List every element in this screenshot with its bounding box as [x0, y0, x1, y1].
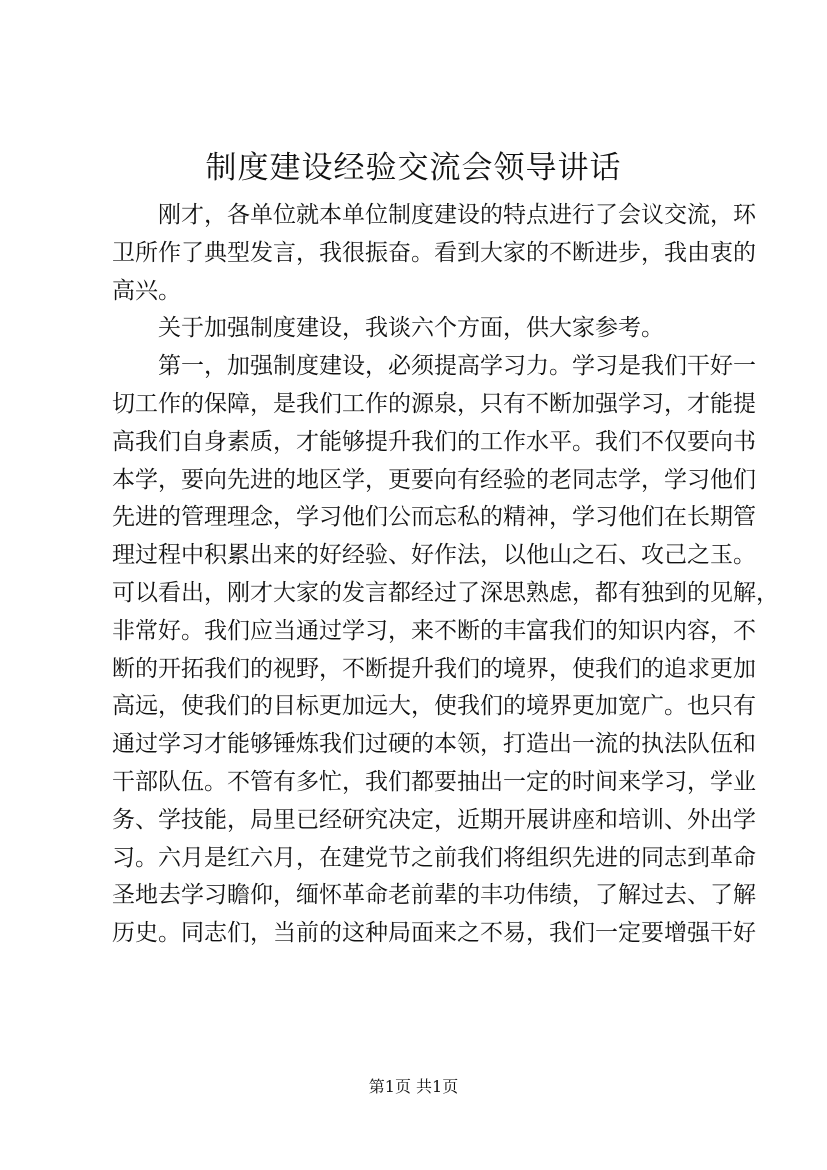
body-line: 习。六月是红六月，在建党节之前我们将组织先进的同志到革命 [112, 844, 756, 871]
body-line: 理过程中积累出来的好经验、好作法，以他山之石、攻己之玉。 [112, 542, 756, 569]
body-line: 可以看出，刚才大家的发言都经过了深思熟虑，都有独到的见解， [112, 579, 779, 606]
body-line: 务、学技能，局里已经研究决定，近期开展讲座和培训、外出学 [112, 806, 756, 833]
body-line: 圣地去学习瞻仰，缅怀革命老前辈的丰功伟绩，了解过去、了解 [112, 882, 756, 909]
body-line: 通过学习才能够锤炼我们过硬的本领，打造出一流的执法队伍和 [112, 731, 756, 758]
body-line: 干部队伍。不管有多忙，我们都要抽出一定的时间来学习，学业 [112, 768, 756, 795]
body-line: 刚才，各单位就本单位制度建设的特点进行了会议交流，环 [158, 202, 756, 228]
document-title: 制度建设经验交流会领导讲话 [205, 150, 622, 186]
page-footer: 第1页 共1页 [368, 1077, 459, 1096]
body-line: 第一，加强制度建设，必须提高学习力。学习是我们干好一 [158, 353, 756, 380]
body-line: 断的开拓我们的视野，不断提升我们的境界，使我们的追求更加 [112, 655, 756, 682]
body-line: 本学，要向先进的地区学，更要向有经验的老同志学，学习他们 [112, 466, 756, 493]
body-line: 关于加强制度建设，我谈六个方面，供大家参考。 [158, 315, 664, 342]
body-line: 历史。同志们，当前的这种局面来之不易，我们一定要增强干好 [112, 920, 756, 947]
body-line: 非常好。我们应当通过学习，来不断的丰富我们的知识内容，不 [112, 617, 756, 644]
body-line: 先进的管理理念，学习他们公而忘私的精神，学习他们在长期管 [112, 504, 756, 531]
body-line: 卫所作了典型发言，我很振奋。看到大家的不断进步，我由衷的 [112, 239, 756, 266]
document-body [112, 197, 779, 953]
body-line: 高我们自身素质，才能够提升我们的工作水平。我们不仅要向书 [112, 428, 756, 455]
body-line: 高远，使我们的目标更加远大，使我们的境界更加宽广。也只有 [112, 693, 756, 720]
body-line: 切工作的保障，是我们工作的源泉，只有不断加强学习，才能提 [112, 390, 756, 417]
body-line: 高兴。 [112, 277, 181, 304]
